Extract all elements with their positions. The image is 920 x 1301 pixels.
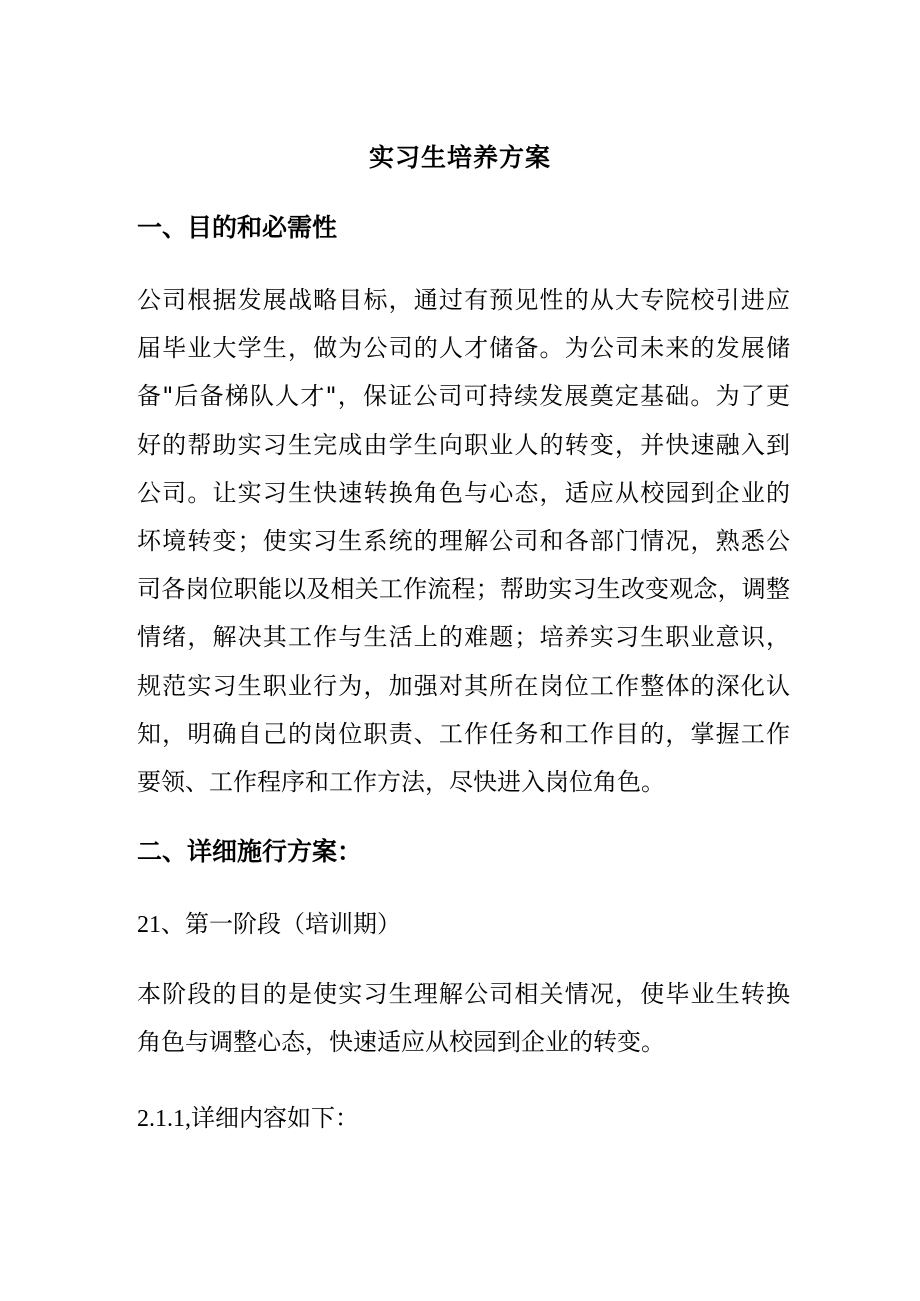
paragraph-line: 坏境转变；使实习生系统的理解公司和各部门情况，熟悉公 [137, 527, 790, 556]
stage-one-heading [137, 906, 401, 943]
stage-label: 第一阶段（培训期） [185, 910, 401, 938]
stage-number: 21、 [137, 912, 185, 938]
paragraph-line: 角色与调整心态，快速适应从校园到企业的转变。 [137, 1028, 665, 1057]
paragraph-line: 公司根据发展战略目标，通过有预见性的从大专院校引进应 [137, 286, 790, 314]
paragraph-line: 届毕业大学生，做为公司的人才储备。为公司未来的发展储 [137, 334, 790, 363]
detail-label: 详细内容如下： [191, 1104, 359, 1132]
paragraph-line: 公司。让实习生快速转换角色与心态，适应从校园到企业的 [137, 478, 790, 507]
paragraph-line: 知，明确自己的岗位职责、工作任务和工作目的，掌握工作 [137, 719, 790, 748]
detail-heading [137, 1100, 359, 1137]
section-heading-plan: 二、详细施行方案： [137, 837, 363, 866]
document-title: 实习生培养方案 [368, 143, 551, 172]
detail-number: 2.1.1, [137, 1106, 191, 1132]
paragraph-line: 本阶段的目的是使实习生理解公司相关情况，使毕业生转换 [137, 980, 790, 1008]
paragraph-line: 要领、工作程序和工作方法，尽快进入岗位角色。 [137, 768, 665, 797]
paragraph-line: 好的帮助实习生完成由学生向职业人的转变，并快速融入到 [137, 430, 790, 459]
paragraph-line: 规范实习生职业行为，加强对其所在岗位工作整体的深化认 [137, 671, 790, 700]
paragraph-line: 备"后备梯队人才"，保证公司可持续发展奠定基础。为了更 [137, 382, 790, 411]
section-heading-purpose: 一、目的和必需性 [137, 213, 338, 242]
purpose-paragraph [137, 276, 790, 806]
paragraph-line: 情绪，解决其工作与生活上的难题；培养实习生职业意识， [137, 623, 790, 652]
paragraph-line: 司各岗位职能以及相关工作流程；帮助实习生改变观念，调整 [137, 575, 790, 604]
stage-paragraph [137, 970, 790, 1066]
